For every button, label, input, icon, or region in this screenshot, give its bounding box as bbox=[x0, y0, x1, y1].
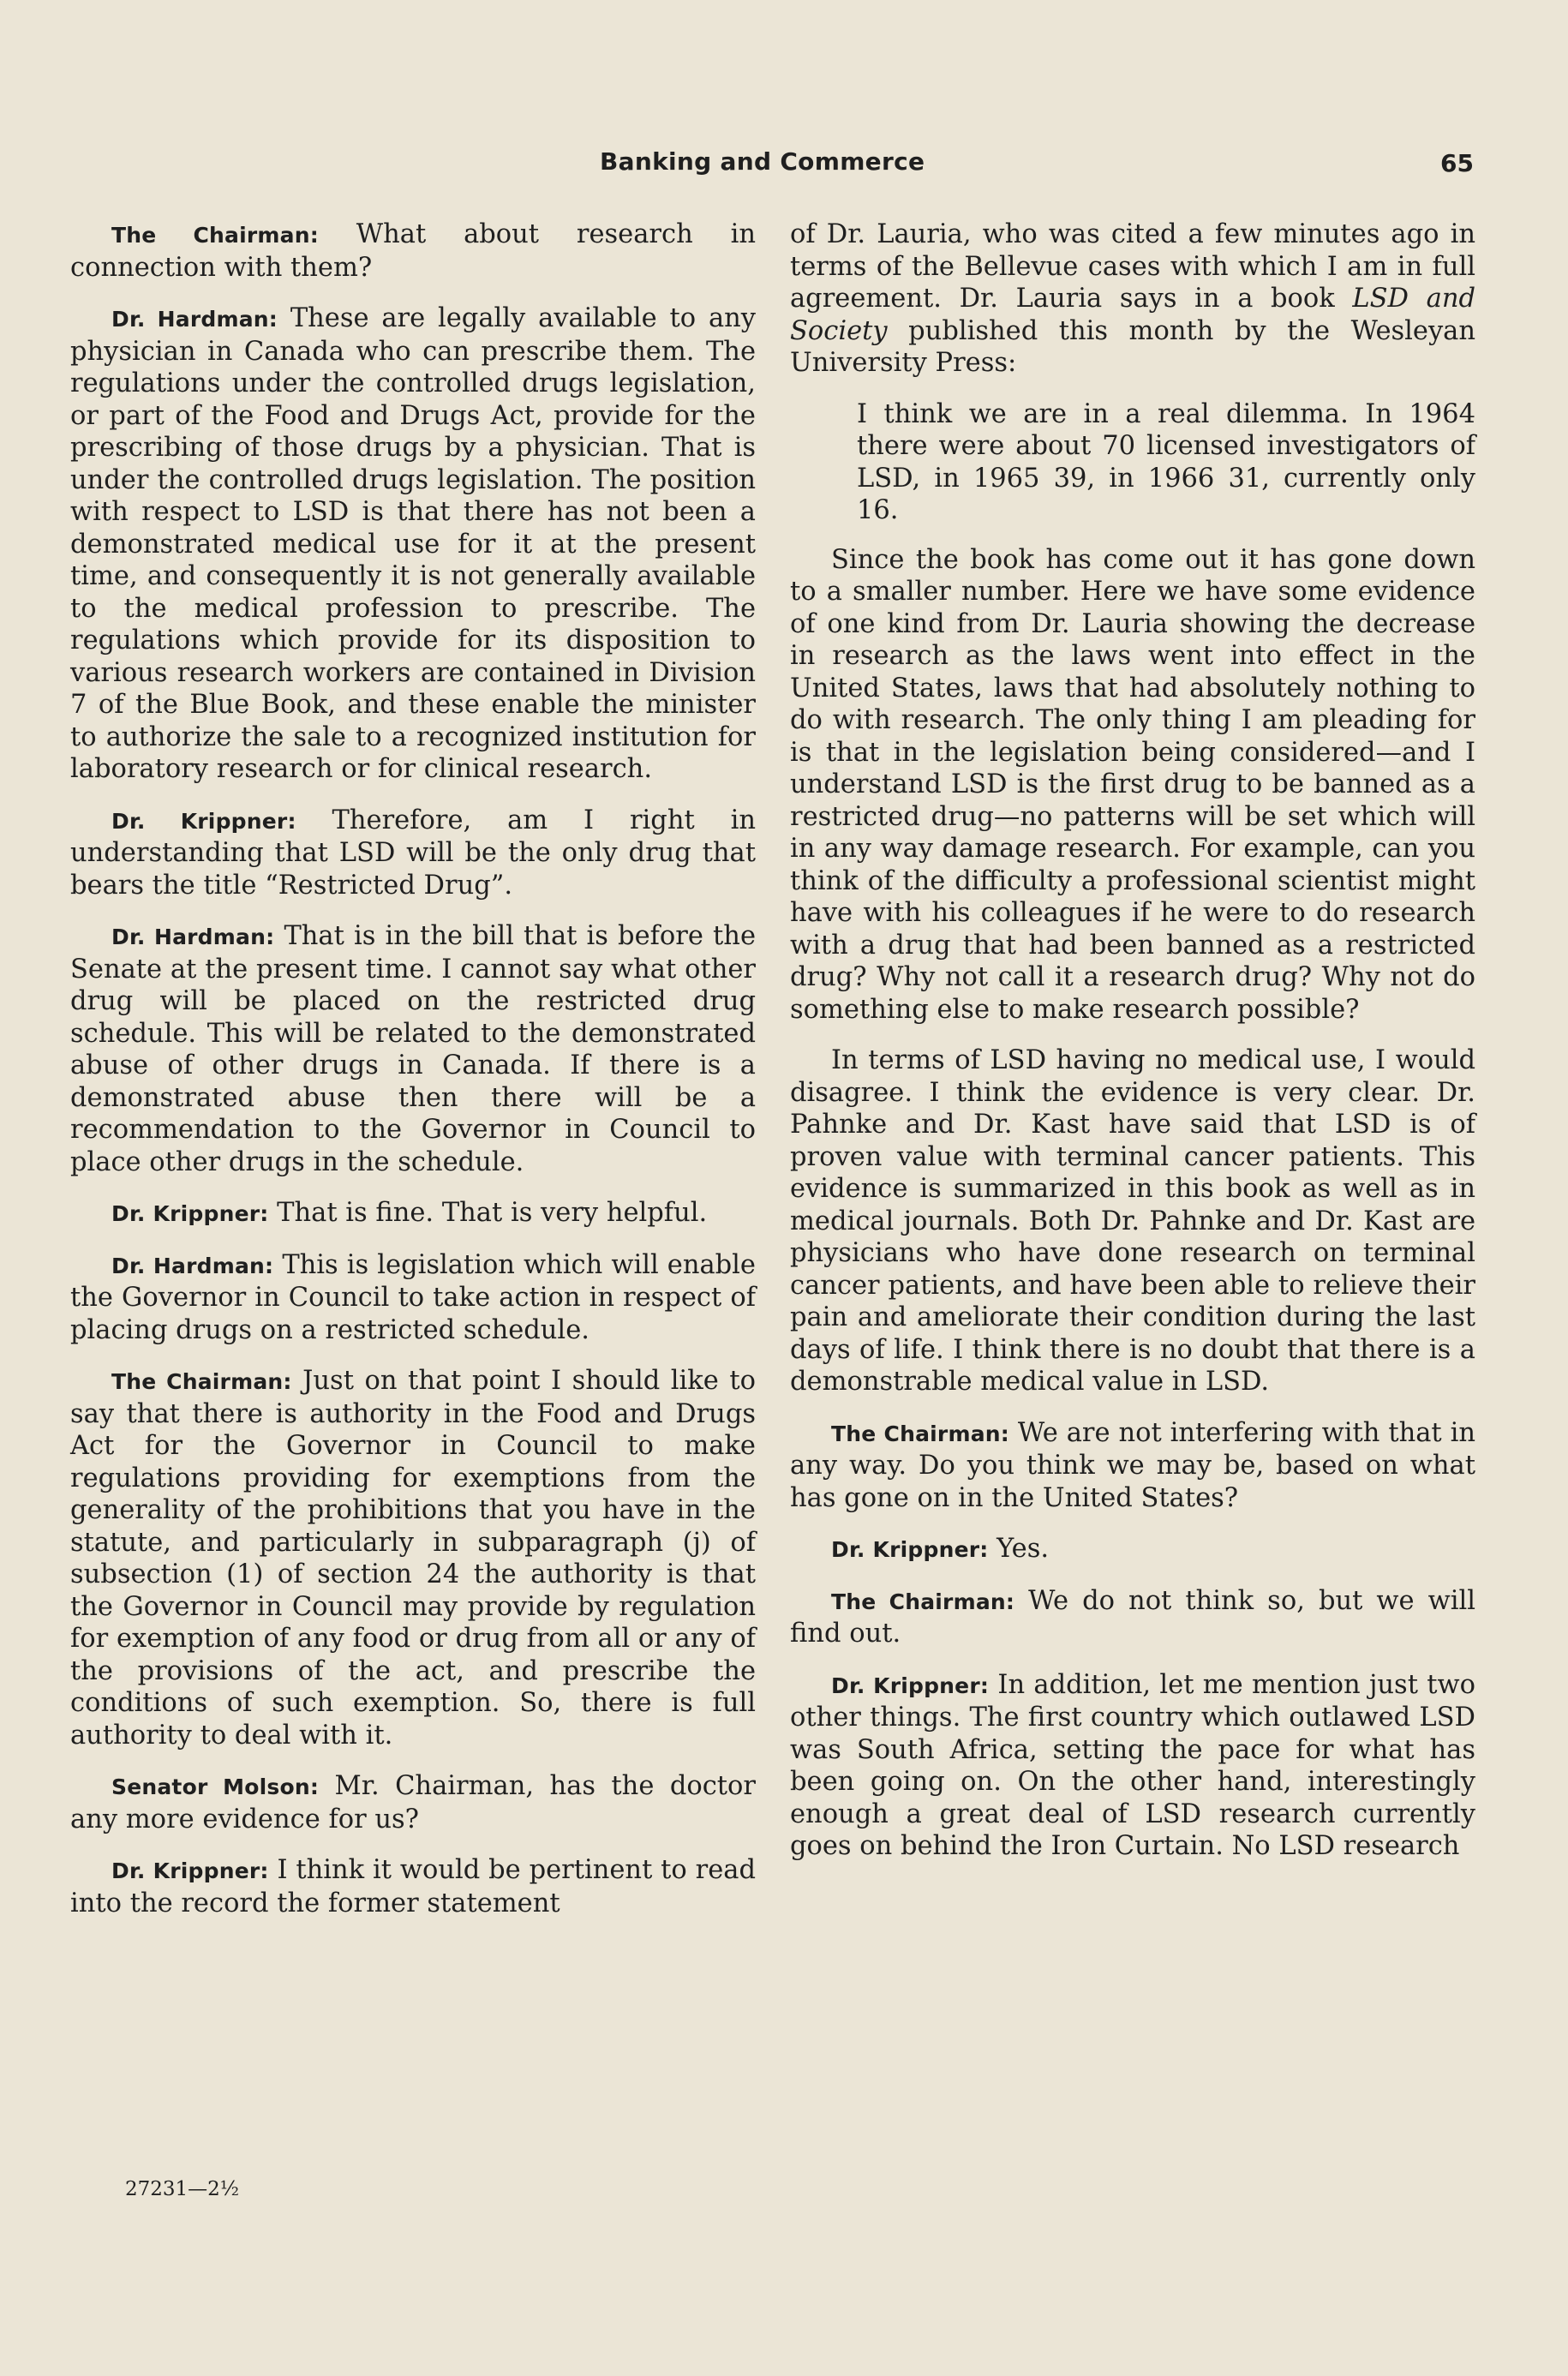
speaker-label: Dr. Hardman: bbox=[111, 925, 275, 949]
testimony-paragraph: In terms of LSD having no medical use, I would disagree. I think the evidence is very clear. Dr. Pahnke and Dr. Kast have said that LSD is of proven value with terminal cancer patients. This evidence is summarized in this book as well as in medical journals. Both Dr. Pahnke and Dr. Kast are physicians who have done research on terminal cancer patients, and have been able to relieve their pain and ameliorate their condition during the last days of life. I think there is no doubt that there is a demonstrable medical value in LSD. bbox=[790, 1045, 1475, 1397]
testimony-text: We are not interfering with that in any way. Do you think we may be, based on what has gone on in the United States? bbox=[790, 1417, 1475, 1513]
right-column bbox=[790, 218, 1475, 1882]
testimony-paragraph bbox=[70, 805, 756, 902]
testimony-paragraph bbox=[70, 1249, 756, 1347]
testimony-paragraph: Since the book has come out it has gone down to a smaller number. Here we have some evidence of one kind from Dr. Lauria showing the decrease in research as the laws went into effect in the United States, laws that had absolutely nothing to do with research. The only thing I am pleading for is that in the legislation being considered—and I understand LSD is the first drug to be banned as a restricted drug—no patterns will be set which will in any way damage research. For example, can you think of the difficulty a professional scientist might have with his colleagues if he were to do research with a drug that had been banned as a restricted drug? Why not call it a research drug? Why not do something else to make research possible? bbox=[790, 544, 1475, 1025]
continuation-text-end: published this month by the Wesleyan University Press: bbox=[790, 315, 1476, 378]
testimony-paragraph bbox=[70, 920, 756, 1178]
block-quote: I think we are in a real dilemma. In 1964 there were about 70 licensed investigators of LSD, in 1965 39, in 1966 31, currently only 16. bbox=[857, 398, 1475, 525]
testimony-paragraph bbox=[790, 1585, 1475, 1650]
testimony-paragraph bbox=[70, 302, 756, 786]
testimony-text: That is in the bill that is before the Senate at the present time. I cannot say what other drug will be placed on the restricted drug schedule. This will be related to the demonstrated abuse of other drugs in Canada. If there is a demonstrated abuse then there will be a recommendation to the Governor in Council to place other drugs in the schedule. bbox=[70, 921, 756, 1177]
page-number: 65 bbox=[1440, 149, 1474, 177]
testimony-paragraph bbox=[790, 1669, 1475, 1863]
testimony-paragraph bbox=[70, 1365, 756, 1751]
speaker-label: The Chairman: bbox=[111, 223, 319, 248]
speaker-label: The Chairman: bbox=[831, 1589, 1015, 1614]
speaker-label: Senator Molson: bbox=[111, 1775, 320, 1799]
testimony-text: Mr. Chairman, has the doctor any more evidence for us? bbox=[70, 1771, 756, 1834]
print-code: 27231—2½ bbox=[125, 2178, 240, 2200]
running-header bbox=[600, 147, 1474, 189]
book-title: LSD and Society bbox=[790, 284, 1475, 346]
testimony-paragraph bbox=[790, 1533, 1475, 1566]
testimony-paragraph bbox=[70, 218, 756, 284]
speaker-label: Dr. Krippner: bbox=[111, 1858, 269, 1883]
speaker-label: Dr. Krippner: bbox=[111, 808, 296, 834]
testimony-text: These are legally available to any physician in Canada who can prescribe them. The regulations under the controlled drugs legislation, or part of the Food and Drugs Act, provide for the prescribing of those drugs by a physician. That is under the controlled drugs legislation. The position with respect to LSD is that there has not been a demonstrated medical use for it at the present time, and consequently it is not generally available to the medical profession to prescribe. The regulations which provide for its disposition to various research workers are contained in Division 7 of the Blue Book, and these enable the minister to authorize the sale to a recognized institution for laboratory research or for clinical research. bbox=[70, 303, 757, 784]
testimony-text: We do not think so, but we will find out. bbox=[790, 1585, 1475, 1649]
testimony-text: Just on that point I should like to say that there is authority in the Food and Drugs Act for the Governor in Council to make regulations providing for exemptions from the generality of the prohibitions that you have in the statute, and particularly in subparagraph (j) of subsection (1) of section 24 the authority is that the Governor in Council may provide by regulation for exemption of any food or drug from all or any of the provisions of the act, and prescribe the conditions of such exemption. So, there is full authority to deal with it. bbox=[70, 1366, 756, 1751]
continued-paragraph bbox=[790, 218, 1475, 380]
speaker-label: The Chairman: bbox=[111, 1369, 292, 1394]
testimony-paragraph bbox=[70, 1770, 756, 1835]
testimony-text: In addition, let me mention just two other things. The first country which outlawed LSD was South Africa, setting the pace for what has been going on. On the other hand, interestingly enough a great deal of LSD research currently goes on behind the Iron Curtain. No LSD research bbox=[790, 1669, 1475, 1861]
testimony-paragraph bbox=[70, 1854, 756, 1919]
running-title: Banking and Commerce bbox=[600, 147, 925, 176]
testimony-text: I think it would be pertinent to read into the record the former statement bbox=[70, 1855, 756, 1918]
speaker-label: Dr. Krippner: bbox=[831, 1673, 990, 1698]
continuation-text: of Dr. Lauria, who was cited a few minutes ago in terms of the Bellevue cases with which I am in full agreement. Dr. Lauria says in a book bbox=[790, 219, 1475, 314]
testimony-text: Yes. bbox=[996, 1534, 1050, 1564]
testimony-paragraph bbox=[790, 1417, 1475, 1515]
testimony-text: Therefore, am I right in understanding that LSD will be the only drug that bears the title “Restricted Drug”. bbox=[70, 805, 757, 901]
testimony-text: That is fine. That is very helpful. bbox=[277, 1198, 708, 1228]
speaker-label: Dr. Hardman: bbox=[111, 1253, 274, 1278]
speaker-label: Dr. Krippner: bbox=[831, 1537, 989, 1562]
testimony-paragraph bbox=[70, 1197, 756, 1230]
testimony-text: What about research in connection with them? bbox=[70, 219, 756, 283]
left-column bbox=[70, 218, 756, 1938]
speaker-label: The Chairman: bbox=[831, 1421, 1009, 1446]
speaker-label: Dr. Hardman: bbox=[111, 307, 278, 332]
testimony-text: This is legislation which will enable the Governor in Council to take action in respect of placing drugs on a restricted schedule. bbox=[70, 1249, 756, 1345]
speaker-label: Dr. Krippner: bbox=[111, 1201, 269, 1226]
